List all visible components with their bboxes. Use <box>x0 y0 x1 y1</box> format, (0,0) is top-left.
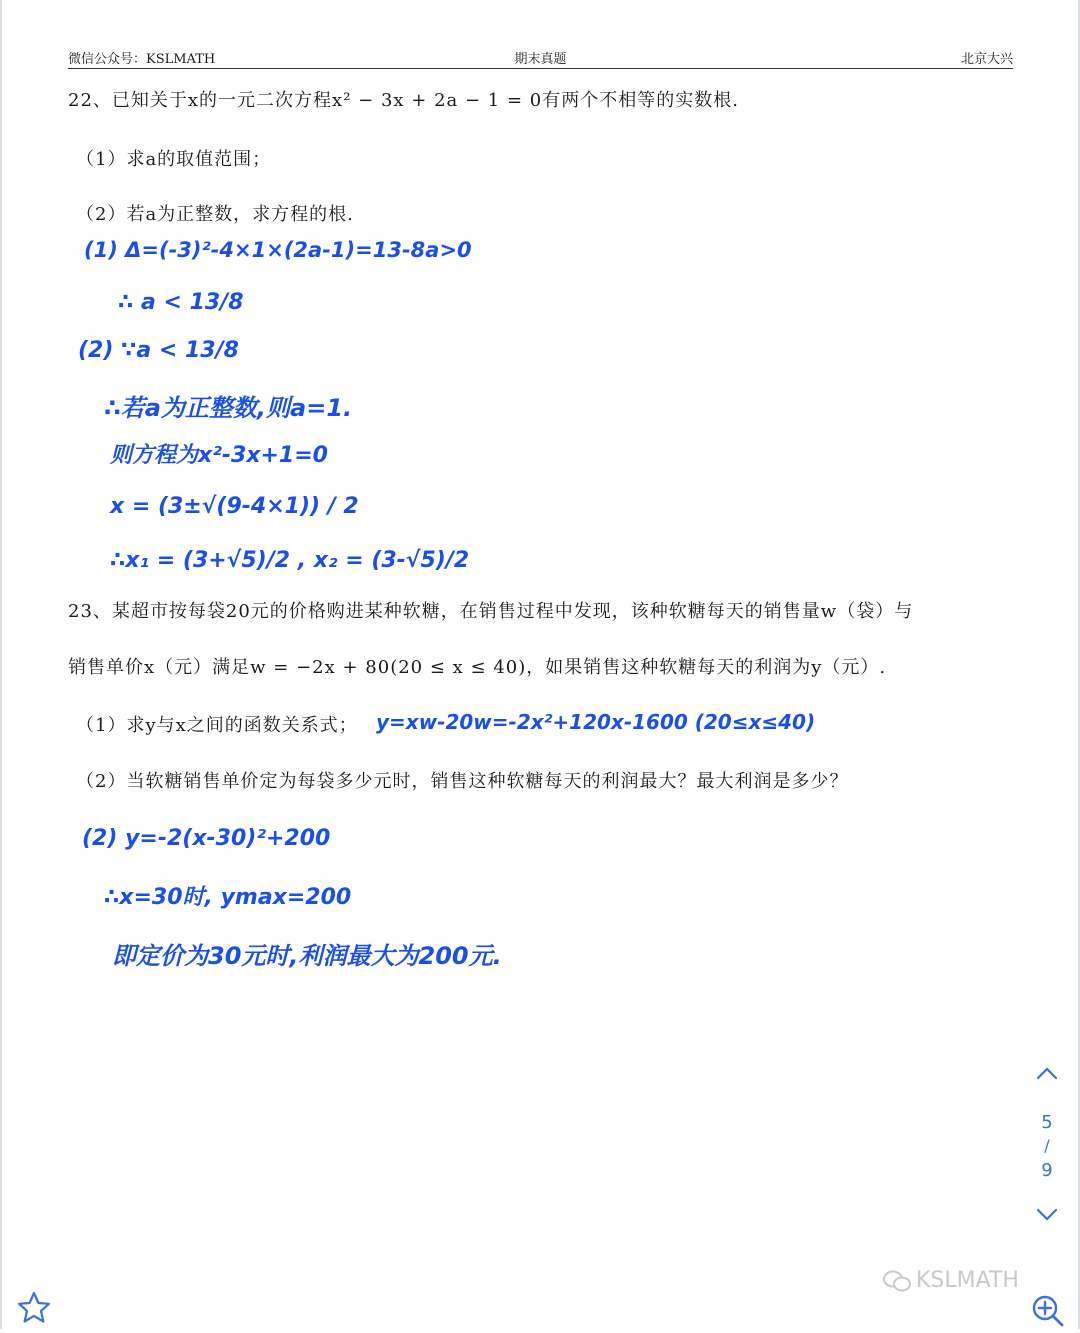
q22-hw-line1: (1) Δ=(-3)²-4×1×(2a-1)=13-8a>0 <box>84 238 472 262</box>
header-right: 北京大兴 <box>960 52 1013 67</box>
q23-hw-part1-answer: y=xw-20w=-2x²+120x-1600 (20≤x≤40) <box>376 710 816 734</box>
wechat-icon <box>882 1269 912 1293</box>
q23-part1: （1）求y与x之间的函数关系式； <box>76 715 358 736</box>
chevron-down-icon[interactable] <box>1025 1208 1069 1232</box>
q22-stem: 22、已知关于x的一元二次方程x² − 3x + 2a − 1 = 0有两个不相等的实数根. <box>68 90 739 111</box>
total-pages: 9 <box>1041 1160 1053 1181</box>
header-left: 微信公众号：KSLMATH <box>68 52 216 67</box>
zoom-in-icon[interactable] <box>1030 1293 1066 1329</box>
page-navigator <box>1025 1062 1069 1232</box>
page-left-edge <box>0 0 2 1329</box>
q22-hw-line3: (2) ∵a < 13/8 <box>78 338 239 363</box>
q23-hw-line3: 即定价为30元时,利润最大为200元. <box>112 942 502 970</box>
q23-hw-line2: ∴x=30时, ymax=200 <box>104 885 352 910</box>
q23-stem-line1: 23、某超市按每袋20元的价格购进某种软糖，在销售过程中发现，该种软糖每天的销售量w（袋）与 <box>68 601 914 622</box>
q22-hw-line6: x = (3±√(9-4×1)) / 2 <box>110 494 359 519</box>
page-separator: / <box>1044 1136 1050 1155</box>
q22-part1: （1）求a的取值范围； <box>76 149 272 170</box>
chevron-up-icon[interactable] <box>1025 1066 1069 1090</box>
q23-stem-line2: 销售单价x（元）满足w = −2x + 80(20 ≤ x ≤ 40)，如果销售这种软糖每天的利润为y（元）. <box>68 657 887 678</box>
q22-hw-line5: 则方程为x²-3x+1=0 <box>110 443 328 468</box>
watermark <box>882 1268 1019 1293</box>
q22-hw-line2: ∴ a < 13/8 <box>118 290 244 315</box>
q22-part2: （2）若a为正整数，求方程的根. <box>76 204 354 225</box>
q23-hw-line1: (2) y=-2(x-30)²+200 <box>82 826 331 851</box>
page-header <box>68 48 1013 69</box>
q23-part2: （2）当软糖销售单价定为每袋多少元时，销售这种软糖每天的利润最大？最大利润是多少？ <box>76 771 849 792</box>
watermark-text: KSLMATH <box>916 1268 1019 1293</box>
current-page: 5 <box>1041 1112 1053 1133</box>
q22-hw-line4: ∴若a为正整数,则a=1. <box>104 394 353 422</box>
q22-hw-line7: ∴x₁ = (3+√5)/2 , x₂ = (3-√5)/2 <box>110 548 470 573</box>
header-center: 期末真题 <box>514 52 567 67</box>
star-icon[interactable] <box>16 1290 52 1326</box>
